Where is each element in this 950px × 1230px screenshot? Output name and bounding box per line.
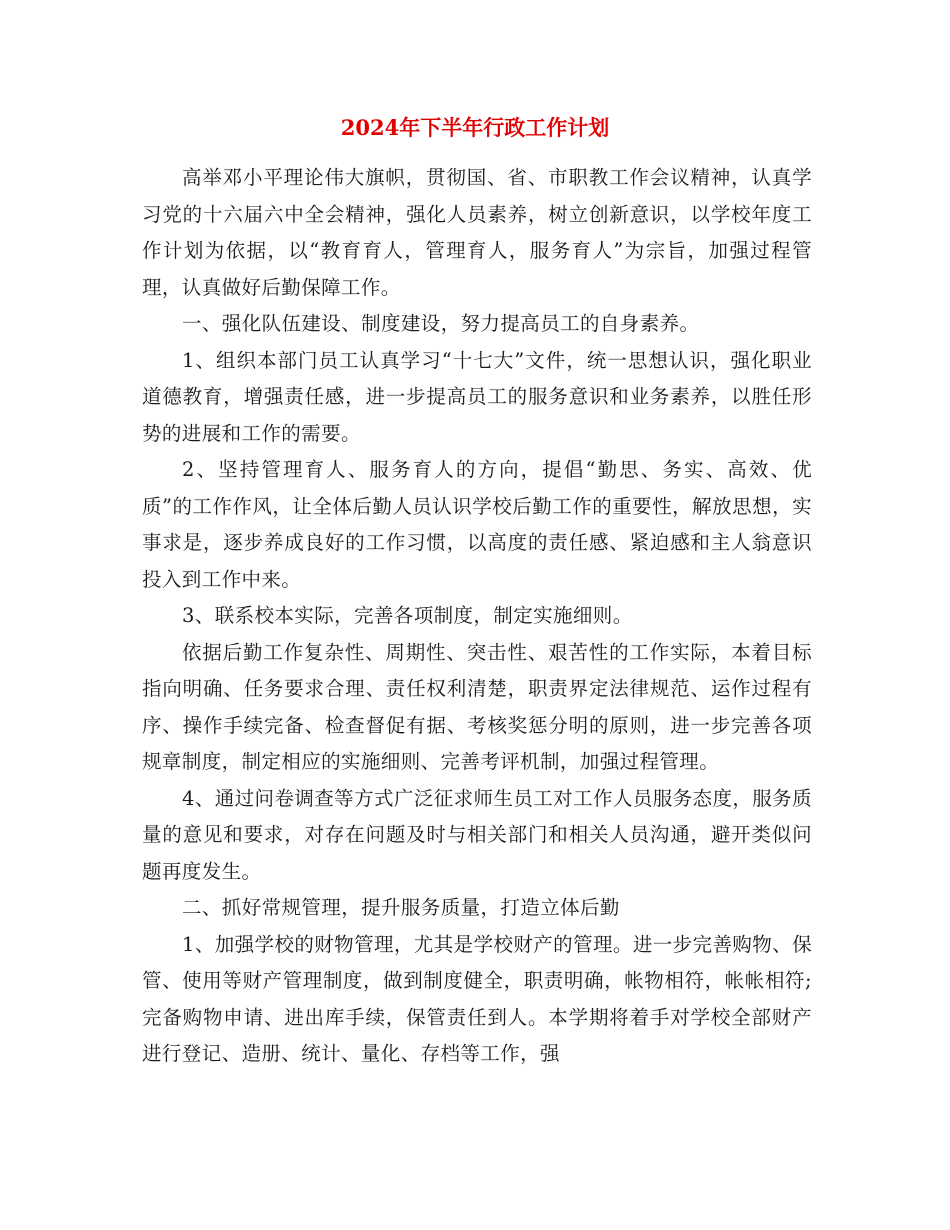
paragraph-1-3: 3、联系校本实际，完善各项制度，制定实施细则。 xyxy=(182,604,633,627)
document-title: 2024年下半年行政工作计划 xyxy=(340,115,610,140)
paragraph-1-1: 1、组织本部门员工认真学习“十七大”文件，统一思想认识，强化职业道德教育，增强责任感，进一步提高员工的服务意识和业务素养，以胜任形势的进展和工作的需要。 xyxy=(142,348,812,445)
paragraph-1-3-detail: 依据后勤工作复杂性、周期性、突击性、艰苦性的工作实际，本着目标指向明确、任务要求合理、责任权利清楚，职责界定法律规范、运作过程有序、操作手续完备、检查督促有据、考核奖惩分明的原则，进一步完善各项规章制度，制定相应的实施细则、完善考评机制，加强过程管理。 xyxy=(142,640,812,773)
paragraph-1-4: 4、通过问卷调查等方式广泛征求师生员工对工作人员服务态度，服务质量的意见和要求，对存在问题及时与相关部门和相关人员沟通，避开类似问题再度发生。 xyxy=(142,786,812,883)
section-heading-1: 一、强化队伍建设、制度建设，努力提高员工的自身素养。 xyxy=(182,312,700,335)
paragraph-2-1: 1、加强学校的财物管理，尤其是学校财产的管理。进一步完善购物、保管、使用等财产管理制度，做到制度健全，职责明确，帐物相符，帐帐相符;完备购物申请、进出库手续，保管责任到人。本学期将着手对学校全部财产进行登记、造册、统计、量化、存档等工作，强 xyxy=(142,932,812,1065)
paragraph-1-2: 2、坚持管理育人、服务育人的方向，提倡“勤思、务实、高效、优质”的工作作风，让全体后勤人员认识学校后勤工作的重要性，解放思想，实事求是，逐步养成良好的工作习惯，以高度的责任感、紧迫感和主人翁意识投入到工作中来。 xyxy=(142,458,812,591)
paragraph-intro: 高举邓小平理论伟大旗帜，贯彻国、省、市职教工作会议精神，认真学习党的十六届六中全会精神，强化人员素养，树立创新意识，以学校年度工作计划为依据，以“教育育人，管理育人，服务育人”为宗旨，加强过程管理，认真做好后勤保障工作。 xyxy=(142,166,812,299)
section-heading-2: 二、抓好常规管理，提升服务质量，打造立体后勤 xyxy=(182,896,620,919)
document-body xyxy=(142,160,812,1073)
